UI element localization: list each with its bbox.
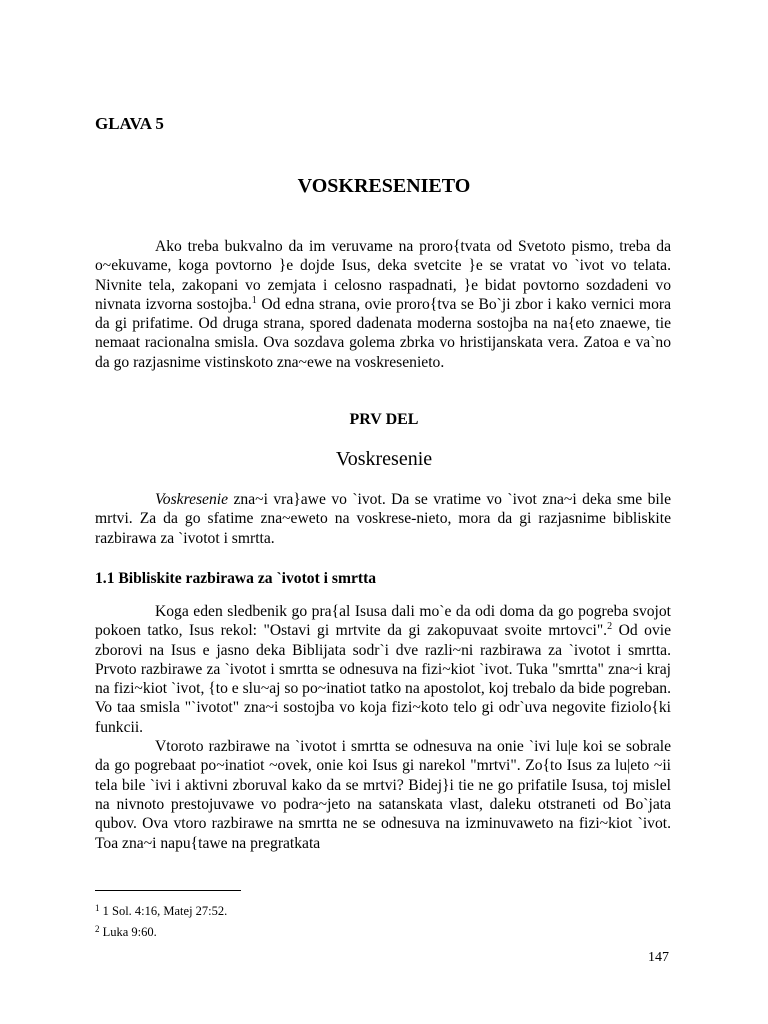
intro-text-a: Ako treba bukvalno da im veruvame na proro{tvata od Svetoto pismo, treba da o~ekuvame, koga povtorno }e dojde Isus, deka svetcite }e se vratat vo `ivot vo telata. Nivnite tela, zakopani vo zemjata i celosno raspadnati, }e bidat povtorno sozdadeni vo nivnata izvorna sostojba. [95,238,671,313]
section-paragraph [95,490,671,548]
subsection-paragraph-1 [95,602,671,737]
page-number: 147 [648,950,669,965]
section-body [95,490,671,548]
footnote-divider [95,890,241,891]
intro-text-b: Od edna strana, ovie proro{tva se Bo`ji zbor i kako vernici mora da gi prifatime. Od druga strana, spored dadenata moderna sostojba na na{eto znaewe, tie nemaat racionalna smisla. Ova sozdava golema zbrka vo hristijanskata vera. Zatoa e va`no da go razjasnime vistinskoto zna~ewe na voskresenieto. [95,295,671,371]
footnote-text: Luka 9:60. [99,925,157,939]
footnote-2 [95,920,227,941]
p1-text-a: Koga eden sledbenik go pra{al Isusa dali mo`e da odi doma da go pogreba svojot pokoen tatko, Isus rekol: "Ostavi gi mrtvite da gi zakopuvaat svoite mrtovci". [95,603,671,640]
section-text: zna~i vra}awe vo `ivot. Da se vratime vo `ivot zna~i deka sme bile mrtvi. Za da go sfatime zna~eweto na voskrese-nieto, mora da gi razjasnime bibliskite razbirawa za `ivotot i smrtta. [95,491,671,547]
footnotes [95,899,227,941]
chapter-title: VOSKRESENIETO [297,175,471,197]
footnote-text: 1 Sol. 4:16, Matej 27:52. [99,904,228,918]
subsection-paragraph-2: Vtoroto razbirawe na `ivotot i smrtta se odnesuva na onie `ivi lu|e koi se sobrale da go pogrebaat po~inatiot ~ovek, onie koi Isus gi narekol "mrtvi". Zo{to Isus za lu|eto ~ii tela bile `ivi i aktivni zboruval kako da se mrtvi? Bidej}i tie ne go prifatile Isusa, toj mislel na nivnoto prestojuvawe vo podra~jeto na satanskata vlast, daleku otstraneti od Bo`jata qubov. Ova vtoro razbirawe na smrtta ne se odnesuva na izminuvaweto na fizi~kiot `ivot. Toa zna~i napu{tawe na pregratkata [95,738,671,852]
footnote-ref-1: 1 [251,294,257,306]
p1-text-b: Od ovie zborovi na Isus e jasno deka Biblijata sodr`i dve razli~ni razbirawa za `ivotot i smrtta. Prvoto razbirawe za `ivotot i smrtta se odnesuva na fizi~kiot `ivot. Tuka "smrtta" zna~i kraj na fizi~kiot `ivot, {to e slu~aj so po~inatiot tatko na apostolot, koj trebalo da bide pogreban. Vo taa smisla "`ivotot" zna~i sostojba vo koja fizi~koto telo gi odr`uva negovite fiziolo{ki funkcii. [95,622,671,736]
subsection-heading: 1.1 Bibliskite razbirawa za `ivotot i smrtta [95,570,377,587]
intro-section [95,237,671,372]
intro-paragraph [95,237,671,372]
footnote-1 [95,899,227,920]
footnote-ref-2: 2 [607,621,613,633]
section-term: Voskresenie [155,491,229,508]
part-heading: PRV DEL [349,411,419,428]
section-title: Voskresenie [335,448,433,470]
footnote-number: 1 [95,903,100,913]
subsection-body [95,602,671,853]
chapter-label: GLAVA 5 [95,114,164,133]
footnote-number: 2 [95,924,100,934]
